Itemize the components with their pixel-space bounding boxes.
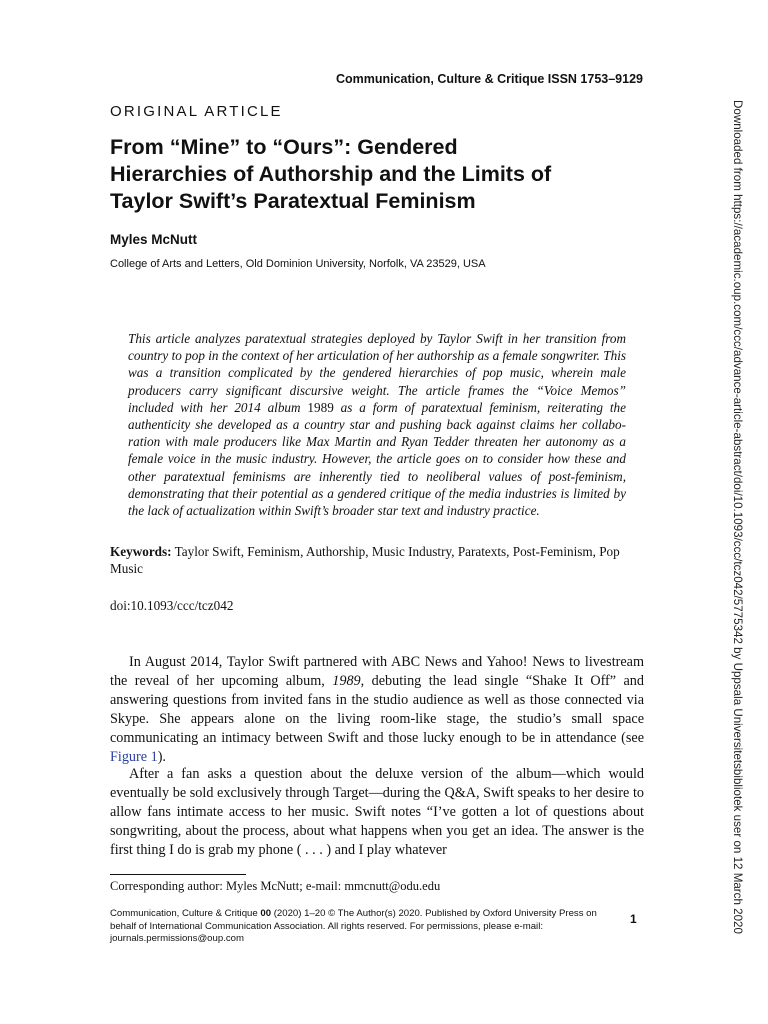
abstract-text: as a form of paratextual feminism, reiterating the authenticity she developed as a country star and pushing back against claims her collabo-ration with male producers like Max Martin and Ryan Tedder threaten her autonomy as a female voice in the music industry. However, the article goes on to consider how these and other paratextual feminisms are inherently tied to neoliberal values of post-feminism, demonstrating that their potential as a gendered critique of the media industries is limited by the lack of actualization within Swift’s broader star text and industry practice.: [128, 399, 627, 519]
footer-copyright: (2020) 1–20 © The Author(s) 2020. Published by Oxford University Press on: [271, 908, 597, 919]
footer-email: journals.permissions@oup.com: [110, 933, 244, 945]
footer-line: behalf of International Communication Association. All rights reserved. For permissions, please e-mail:: [110, 920, 543, 932]
corresponding-author-footnote: Corresponding author: Myles McNutt; e-mail: mmcnutt@odu.edu: [110, 879, 441, 893]
footer-volume: 00: [260, 908, 272, 919]
abstract-album-title: 1989: [307, 399, 334, 415]
abstract: [128, 330, 626, 519]
author-name: Myles McNutt: [110, 232, 198, 247]
album-title: 1989: [332, 672, 361, 689]
page-number: 1: [630, 912, 637, 926]
doi: doi:10.1093/ccc/tcz042: [110, 598, 234, 613]
keywords-label: Keywords:: [110, 544, 172, 559]
footnote-divider: [110, 874, 246, 875]
body-text: In August 2014, Taylor Swift partnered with ABC News and Yahoo! News to livestream the reveal of her upcoming album,: [110, 654, 644, 689]
footer-journal: Communication, Culture & Critique: [110, 908, 261, 919]
download-watermark: Downloaded from https://academic.oup.com/ccc/advance-article-abstract/doi/10.1093/ccc/tcz042/5775342 by Uppsala Universitetsbibliotek user on 12 March 2020: [731, 100, 744, 934]
page-footer: [110, 908, 610, 946]
section-label: ORIGINAL ARTICLE: [110, 103, 283, 120]
title-line: Taylor Swift’s Paratextual Feminism: [110, 189, 476, 213]
title-line: From “Mine” to “Ours”: Gendered: [110, 135, 458, 159]
footer-line: [110, 908, 610, 921]
article-title: [110, 134, 650, 215]
body-text: , debuting the lead single “Shake It Off” and answering questions from invited fans in the studio audience as well as those connected via Skype. She appears alone on the living room-like stage, the studio’s small space communicating an intimacy between Swift and those lucky enough to be in attendance (see: [110, 672, 644, 746]
figure-1-link[interactable]: Figure 1: [110, 748, 158, 765]
body-paragraph: [110, 653, 644, 766]
abstract-text: This article analyzes paratextual strategies deployed by Taylor Swift in her transition from country to pop in the context of her articulation of her authorship as a female songwriter. This was a transition complicated by the gendered hierarchies of pop music, wherein male producers carry significant discursive weight. The article frames the “Voice Memos” included with her 2014 album: [128, 331, 626, 415]
body-paragraph: After a fan asks a question about the deluxe version of the album—which would eventually be sold exclusively through Target—during the Q&A, Swift speaks to her desire to allow fans intimate access to her music. Swift notes “I’ve gotten a lot of questions about songwriting, about the process, about what happens when you get an idea. The answer is the first thing I do is grab my phone ( . . . ) and I play whatever: [110, 766, 644, 858]
keywords-list: Taylor Swift, Feminism, Authorship, Music Industry, Paratexts, Post-Feminism, Pop Music: [110, 544, 620, 576]
author-affiliation: College of Arts and Letters, Old Dominion University, Norfolk, VA 23529, USA: [110, 258, 486, 270]
keywords: [110, 543, 645, 577]
title-line: Hierarchies of Authorship and the Limits of: [110, 162, 552, 186]
journal-header: Communication, Culture & Critique ISSN 1753–9129: [335, 72, 643, 86]
body-text: ).: [157, 748, 166, 765]
